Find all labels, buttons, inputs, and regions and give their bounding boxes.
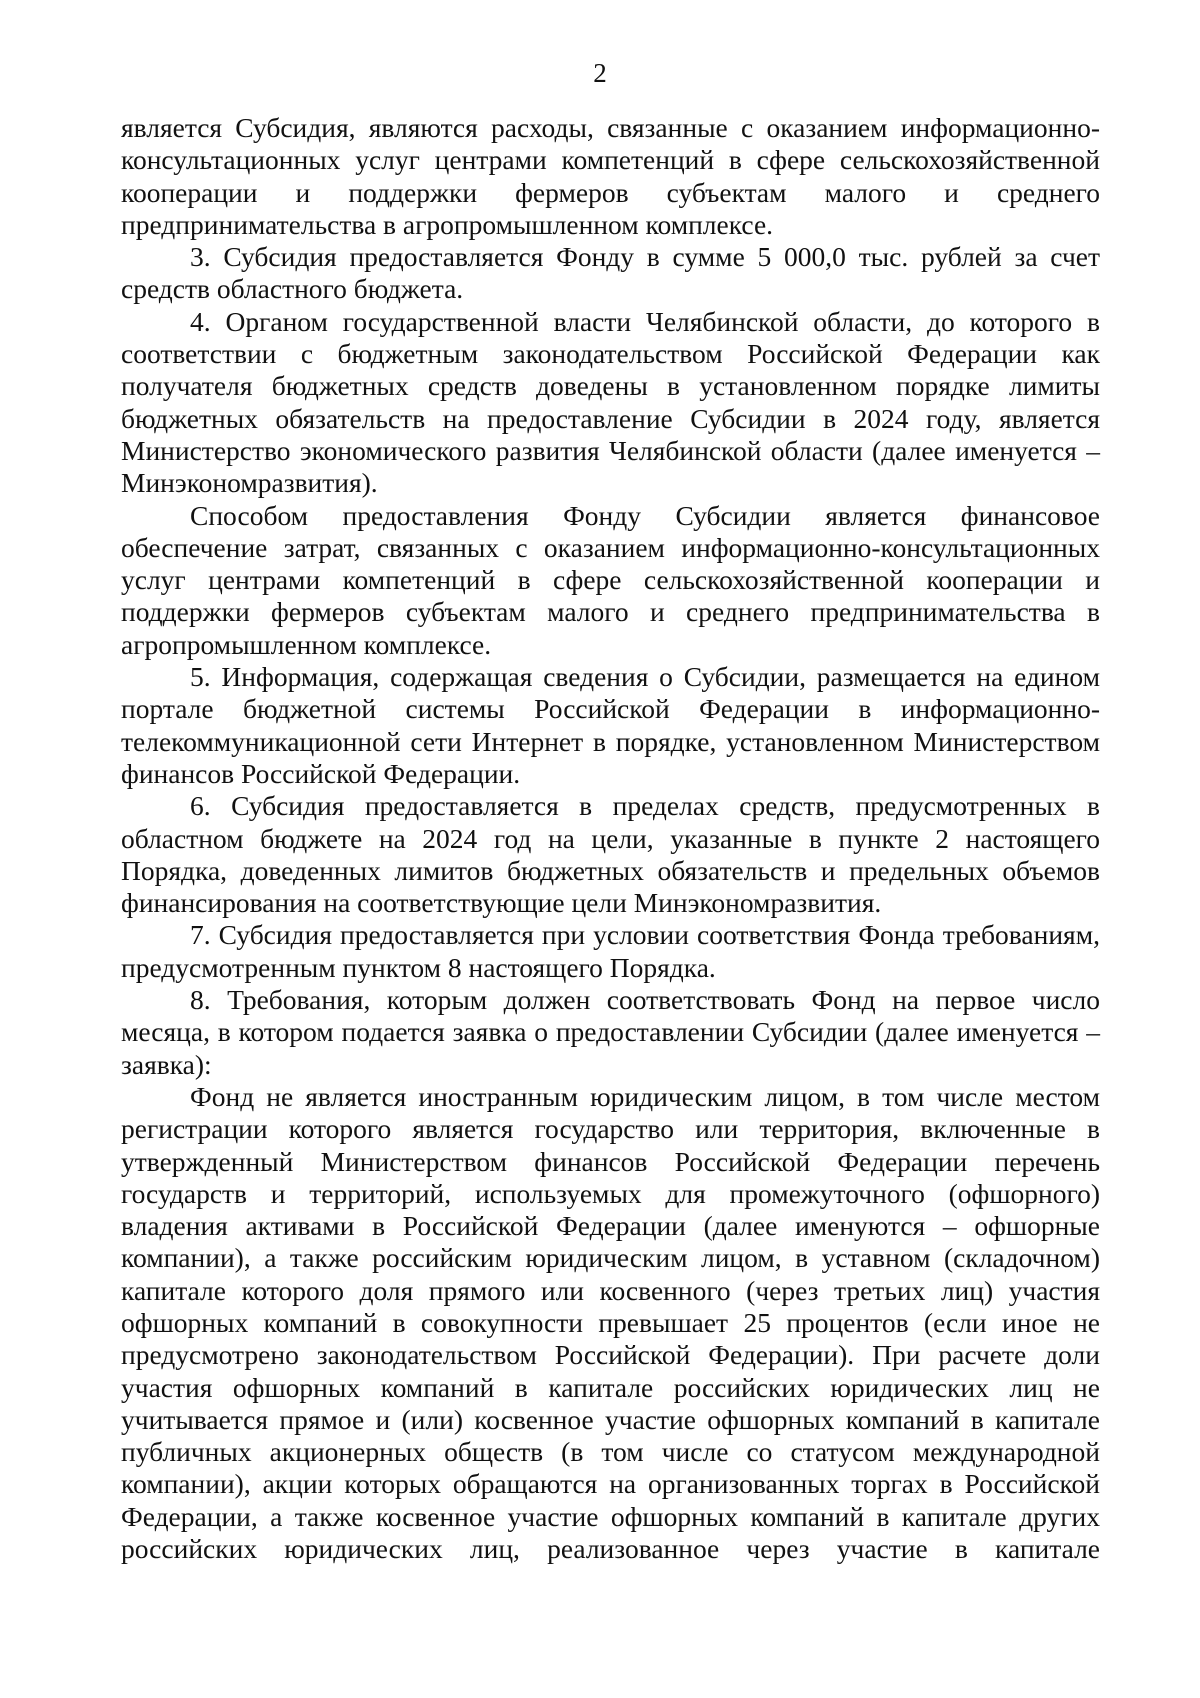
paragraph-item-4: 4. Органом государственной власти Челябинской области, до которого в соответствии с бюджетным законодательством Российской Федерации как получателя бюджетных средств доведены в установленном порядке лимиты бюджетных обязательств на предоставление Субсидии в 2024 году, является Министерство экономического развития Челябинской области (далее именуется – Минэкономразвития). — [121, 305, 1100, 499]
paragraph-item-6: 6. Субсидия предоставляется в пределах средств, предусмотренных в областном бюджете на 2024 год на цели, указанные в пункте 2 настоящего Порядка, доведенных лимитов бюджетных обязательств и предельных объемов финансирования на соответствующие цели Минэкономразвития. — [121, 790, 1100, 919]
paragraph-subsidy-method: Способом предоставления Фонду Субсидии является финансовое обеспечение затрат, связанных с оказанием информационно-консультационных услуг центрами компетенций в сфере сельскохозяйственной кооперации и поддержки фермеров субъектам малого и среднего предпринимательства в агропромышленном комплексе. — [121, 499, 1100, 660]
paragraph-offshore-requirement: Фонд не является иностранным юридическим лицом, в том числе местом регистрации которого является государство или территория, включенные в утвержденный Министерством финансов Российской Федерации перечень государств и территорий, используемых для промежуточного (офшорного) владения активами в Российской Федерации (далее именуются – офшорные компании), а также российским юридическим лицом, в уставном (складочном) капитале которого доля прямого или косвенного (через третьих лиц) участия офшорных компаний в совокупности превышает 25 процентов (если иное не предусмотрено законодательством Российской Федерации). При расчете доли участия офшорных компаний в капитале российских юридических лиц не учитывается прямое и (или) косвенное участие офшорных компаний в капитале публичных акционерных обществ (в том числе со статусом международной компании), акции которых обращаются на организованных торгах в Российской Федерации, а также косвенное участие офшорных компаний в капитале других российских юридических лиц, реализованное через участие в капитале — [121, 1080, 1100, 1565]
paragraph-continuation: является Субсидия, являются расходы, связанные с оказанием информационно-консультационных услуг центрами компетенций в сфере сельскохозяйственной кооперации и поддержки фермеров субъектам малого и среднего предпринимательства в агропромышленном комплексе. — [121, 112, 1100, 240]
paragraph-item-3: 3. Субсидия предоставляется Фонду в сумме 5 000,0 тыс. рублей за счет средств областного бюджета. — [121, 241, 1100, 305]
paragraph-item-5: 5. Информация, содержащая сведения о Субсидии, размещается на едином портале бюджетной системы Российской Федерации в информационно-телекоммуникационной сети Интернет в порядке, установленном Министерством финансов Российской Федерации. — [121, 661, 1100, 789]
page-number: 2 — [593, 58, 607, 88]
paragraph-item-8: 8. Требования, которым должен соответствовать Фонд на первое число месяца, в котором подается заявка о предоставлении Субсидии (далее именуется – заявка): — [121, 984, 1100, 1080]
paragraph-item-7: 7. Субсидия предоставляется при условии соответствия Фонда требованиям, предусмотренным пунктом 8 настоящего Порядка. — [121, 919, 1100, 983]
document-body — [121, 112, 1100, 1565]
